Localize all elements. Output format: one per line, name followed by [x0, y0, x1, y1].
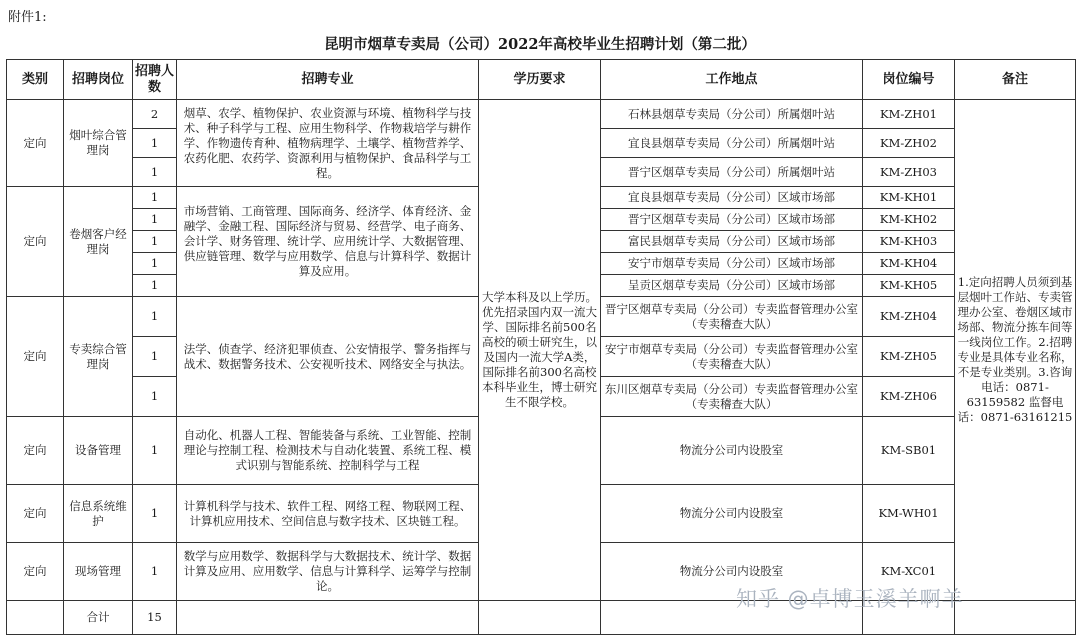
total-empty-cell: [955, 601, 1076, 635]
position-cell: 卷烟客户经理岗: [64, 187, 133, 297]
count-cell: 1: [133, 543, 177, 601]
major-cell: 数学与应用数学、数据科学与大数据技术、统计学、数据计算及应用、应用数学、信息与计算科学、运筹学与控制论。: [177, 543, 479, 601]
watermark-text: 知乎 @卓博玉溪羊啊羊: [736, 587, 964, 611]
total-label: 合计: [64, 601, 133, 635]
page-title: 昆明市烟草专卖局（公司）2022年高校毕业生招聘计划（第二批）: [324, 36, 756, 53]
location-cell: 晋宁区烟草专卖局（分公司）区域市场部: [601, 209, 863, 231]
type-cell: 定向: [7, 417, 64, 485]
type-cell: 定向: [7, 297, 64, 417]
location-cell: 安宁市烟草专卖局（分公司）区域市场部: [601, 253, 863, 275]
count-cell: 2: [133, 100, 177, 129]
count-cell: 1: [133, 417, 177, 485]
count-cell: 1: [133, 253, 177, 275]
header-note: 备注: [955, 60, 1076, 100]
header-count: 招聘人数: [133, 60, 177, 100]
code-cell: KM-ZH02: [863, 129, 955, 158]
major-cell: 自动化、机器人工程、智能装备与系统、工业智能、控制理论与控制工程、检测技术与自动化装置、系统工程、模式识别与智能系统、控制科学与工程: [177, 417, 479, 485]
location-cell: 晋宁区烟草专卖局（分公司）专卖监督管理办公室（专卖稽查大队）: [601, 297, 863, 337]
header-major: 招聘专业: [177, 60, 479, 100]
position-cell: 专卖综合管理岗: [64, 297, 133, 417]
code-cell: KM-ZH05: [863, 337, 955, 377]
location-cell: 东川区烟草专卖局（分公司）专卖监督管理办公室（专卖稽查大队）: [601, 377, 863, 417]
code-cell: KM-KH05: [863, 275, 955, 297]
code-cell: KM-XC01: [863, 543, 955, 601]
type-cell: 定向: [7, 100, 64, 187]
position-cell: 设备管理: [64, 417, 133, 485]
header-type: 类别: [7, 60, 64, 100]
location-cell: 物流分公司内设股室: [601, 417, 863, 485]
total-empty-cell: [177, 601, 479, 635]
major-cell: 法学、侦查学、经济犯罪侦查、公安情报学、警务指挥与战术、数据警务技术、公安视听技术、网络安全与执法。: [177, 297, 479, 417]
location-cell: 宜良县烟草专卖局（分公司）区域市场部: [601, 187, 863, 209]
total-count: 15: [133, 601, 177, 635]
major-cell: 烟草、农学、植物保护、农业资源与环境、植物科学与技术、种子科学与工程、应用生物科学、作物栽培学与耕作学、作物遗传育种、植物病理学、土壤学、植物营养学、农药化肥、农药学、资源利用与植物保护、食品科学与工程。: [177, 100, 479, 187]
count-cell: 1: [133, 485, 177, 543]
count-cell: 1: [133, 275, 177, 297]
education-cell: 大学本科及以上学历。优先招录国内双一流大学、国际排名前500名高校的硕士研究生，以及国内一流大学A类，国际排名前300名高校本科毕业生，博士研究生不限学校。: [479, 100, 601, 601]
header-position: 招聘岗位: [64, 60, 133, 100]
location-cell: 呈贡区烟草专卖局（分公司）区域市场部: [601, 275, 863, 297]
count-cell: 1: [133, 129, 177, 158]
count-cell: 1: [133, 337, 177, 377]
total-empty-cell: [7, 601, 64, 635]
type-cell: 定向: [7, 485, 64, 543]
code-cell: KM-ZH04: [863, 297, 955, 337]
code-cell: KM-SB01: [863, 417, 955, 485]
type-cell: 定向: [7, 543, 64, 601]
code-cell: KM-KH04: [863, 253, 955, 275]
code-cell: KM-KH02: [863, 209, 955, 231]
type-cell: 定向: [7, 187, 64, 297]
position-cell: 现场管理: [64, 543, 133, 601]
code-cell: KM-ZH03: [863, 158, 955, 187]
count-cell: 1: [133, 187, 177, 209]
location-cell: 物流分公司内设股室: [601, 485, 863, 543]
location-cell: 安宁市烟草专卖局（分公司）专卖监督管理办公室（专卖稽查大队）: [601, 337, 863, 377]
code-cell: KM-WH01: [863, 485, 955, 543]
code-cell: KM-KH03: [863, 231, 955, 253]
header-code: 岗位编号: [863, 60, 955, 100]
header-row: [7, 60, 1076, 100]
code-cell: KM-KH01: [863, 187, 955, 209]
major-cell: 计算机科学与技术、软件工程、网络工程、物联网工程、计算机应用技术、空间信息与数字技术、区块链工程。: [177, 485, 479, 543]
note-cell: 1.定向招聘人员须到基层烟叶工作站、专卖管理办公室、卷烟区域市场部、物流分拣车间等一线岗位工作。2.招聘专业是具体专业名称，不是专业类别。3.咨询电话：0871-63159582 监督电话：0871-63161215: [955, 100, 1076, 601]
header-education: 学历要求: [479, 60, 601, 100]
code-cell: KM-ZH06: [863, 377, 955, 417]
count-cell: 1: [133, 297, 177, 337]
position-cell: 烟叶综合管理岗: [64, 100, 133, 187]
major-cell: 市场营销、工商管理、国际商务、经济学、体育经济、金融学、金融工程、国际经济与贸易、经营学、电子商务、会计学、财务管理、统计学、应用统计学、大数据管理、供应链管理、数学与应用数学、信息与计算科学、数据计算及应用。: [177, 187, 479, 297]
header-location: 工作地点: [601, 60, 863, 100]
location-cell: 宜良县烟草专卖局（分公司）所属烟叶站: [601, 129, 863, 158]
table-row: [7, 100, 1076, 129]
location-cell: 富民县烟草专卖局（分公司）区域市场部: [601, 231, 863, 253]
count-cell: 1: [133, 209, 177, 231]
code-cell: KM-ZH01: [863, 100, 955, 129]
attachment-label: 附件1:: [8, 10, 47, 25]
count-cell: 1: [133, 377, 177, 417]
location-cell: 物流分公司内设股室: [601, 543, 863, 601]
recruitment-table: [6, 59, 1076, 635]
total-empty-cell: [479, 601, 601, 635]
location-cell: 石林县烟草专卖局（分公司）所属烟叶站: [601, 100, 863, 129]
position-cell: 信息系统维护: [64, 485, 133, 543]
count-cell: 1: [133, 158, 177, 187]
count-cell: 1: [133, 231, 177, 253]
location-cell: 晋宁区烟草专卖局（分公司）所属烟叶站: [601, 158, 863, 187]
